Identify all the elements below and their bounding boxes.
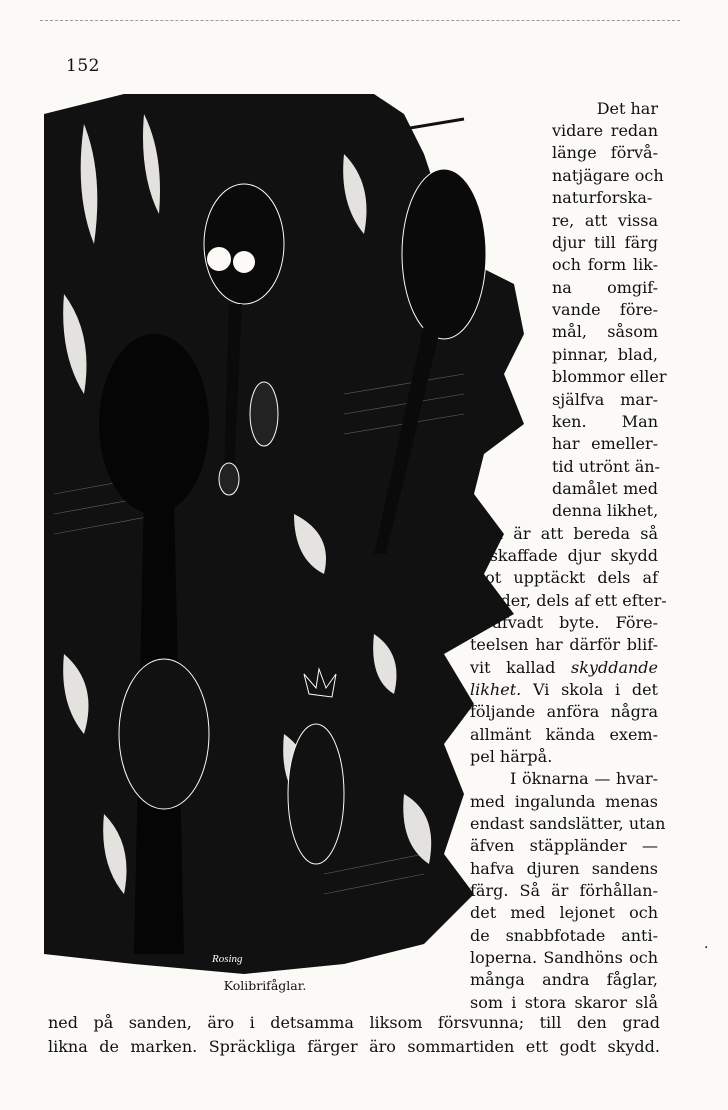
stray-mark: · [704,940,709,956]
text-line: själfva mar- [552,390,658,409]
text-line: pel härpå. [470,747,553,766]
text-line-with-emphasis: vit kallad skyddande [470,658,658,677]
text-line: damålet med [552,479,658,498]
emphasis-term: likhet. [470,680,522,699]
emphasis-term: skyddande [571,658,658,677]
page-number: 152 [66,56,100,76]
text-line: färg. Så är förhållan- [470,881,658,900]
text-line: som i stora skaror slå [470,993,658,1012]
text-line-with-emphasis: likhet. Vi skola i det [470,680,658,699]
text-line: har emeller- [552,434,658,453]
text-line: de snabbfotade anti- [470,926,658,945]
text-line: loperna. Sandhöns och [470,948,658,967]
top-rule [40,20,680,21]
text-line: det med lejonet och [470,903,658,922]
text-line: följande anföra några [470,702,658,721]
text-line: tid utrönt än- [552,457,660,476]
text-line: endast sandslätter, utan [470,814,666,833]
text-line: ken. Man [552,412,658,431]
text-line: ned på sanden, äro i detsamma liksom försvunna; till den grad [48,1013,660,1032]
text-line: hafva djuren sandens [470,859,658,878]
hummingbird-engraving [44,94,544,974]
text-line: naturforska- [552,188,653,207]
text-line: som är att bereda så [470,524,658,543]
text-line: vidare redan [552,121,658,140]
engraver-signature: Rosing [212,953,243,965]
text-line: äfven stäppländer — [470,836,658,855]
text-line: beskaffade djur skydd [470,546,658,565]
text-line: och form lik- [552,255,658,274]
text-line: natjägare och [552,166,664,185]
text-line: fiender, dels af ett efter- [470,591,667,610]
text-line: likna de marken. Spräckliga färger äro sommartiden ett godt skydd. [48,1037,660,1056]
text-line: I öknarna — hvar- [510,769,658,788]
text-line: Det har [596,99,658,118]
figure-caption: Kolibrifåglar. [223,978,307,993]
text-line: länge förvå- [552,143,658,162]
text-line: teelsen har därför blif- [470,635,658,654]
text-line: med ingalunda menas [470,792,658,811]
text-line: allmänt kända exem- [470,725,658,744]
text-line: många andra fåglar, [470,970,658,989]
text-line: djur till färg [552,233,658,252]
text-line: re, att vissa [552,211,658,230]
text-line: sträfvadt byte. Före- [470,613,658,632]
text-line: mål, såsom [552,322,658,341]
text-line: mot upptäckt dels af [470,568,658,587]
text-line: blommor eller [552,367,667,386]
text-line: vande före- [552,300,658,319]
text-line: pinnar, blad, [552,345,658,364]
text-line: denna likhet, [552,501,659,520]
text-line: na omgif- [552,278,658,297]
